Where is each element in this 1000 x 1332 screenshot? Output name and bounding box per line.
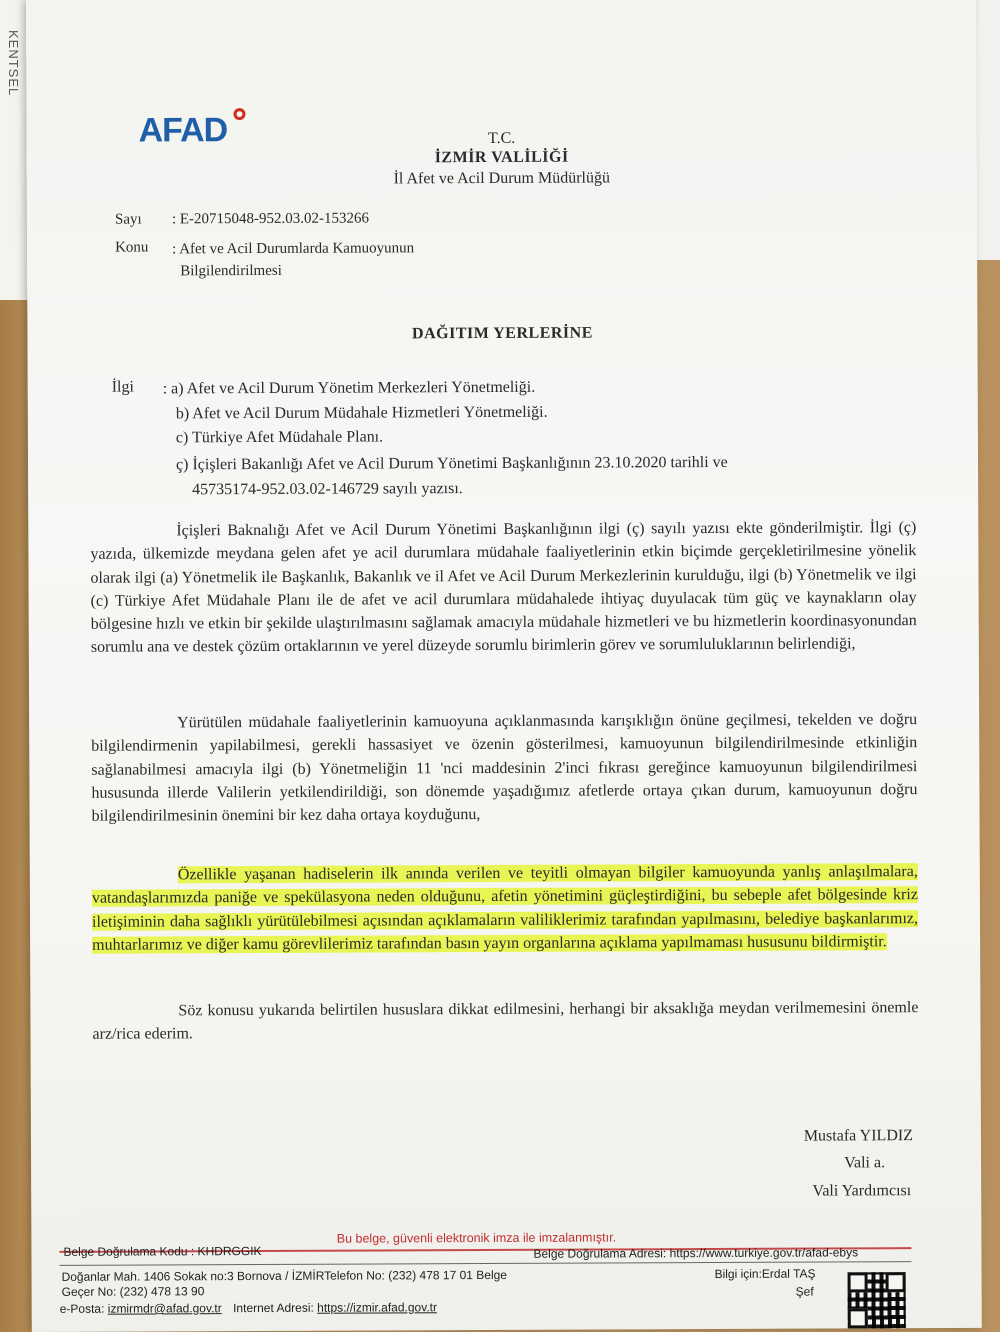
header-institution: İZMİR VALİLİĞİ [434,148,569,167]
ilgi-item-c: c) Türkiye Afet Müdahale Planı. [175,428,384,447]
ilgi-item-d: ç) İçişleri Bakanlığı Afet ve Acil Durum Yönetimi Başkanlığının 23.10.2020 tarihli ve [175,453,728,474]
signature-title-1: Vali a. [844,1154,886,1172]
web-link[interactable]: https://izmir.afad.gov.tr [317,1300,438,1315]
ilgi-item-a: : a) Afet ve Acil Durum Yönetim Merkezleri Yönetmeliği. [162,378,536,398]
footer-address: Doğanlar Mah. 1406 Sokak no:3 Bornova / İZMİRTelefon No: (232) 478 17 01 Belge [61,1267,507,1284]
logo-mark-icon [233,108,245,120]
email-label: e-Posta: [59,1301,105,1316]
verify-code: Belge Doğrulama Kodu : KHDRGGIK [63,1243,262,1259]
email-link[interactable]: izmirmdr@afad.gov.tr [107,1301,222,1316]
signature-title-2: Vali Yardımcısı [812,1182,912,1200]
body-paragraph-3-highlighted [92,860,918,957]
konu-label: Konu [115,239,149,256]
verify-address: Belge Doğrulama Adresi: https://www.turkiye.gov.tr/afad-ebys [533,1245,859,1261]
recipient-heading: DAĞITIM YERLERİNE [412,324,593,343]
esign-notice: Bu belge, güvenli elektronik imza ile imzalanmıştır. [336,1230,617,1246]
header-tc: T.C. [487,129,516,147]
qr-finder-icon [848,1272,868,1292]
footer-contact: Bilgi için:Erdal TAŞ [714,1266,816,1282]
ilgi-item-b: b) Afet ve Acil Durum Müdahale Hizmetleri Yönetmeliği. [175,403,548,423]
body-paragraph-1: İçişleri Baknalığı Afet ve Acil Durum Yönetimi Başkanlığının ilgi (ç) sayılı yazısı ekte gönderilmiştir. İlgi (ç) yazıda, ülkemizde meydana gelen afet ye acil durumlara müdahale faaliyetlerinin etkin biçimde gerçekletirilmesine yönelik olarak ilgi (a) Yönetmelik ile Başkanlık, Bakanlık ve il Afet ve Acil Durum Merkezlerinin kurulduğu, ilgi (b) Yönetmelik ve ilgi (c) Türkiye Afet Müdahale Planı ile de afet ve acil durumlara müdahalede ihtiyaç duyulacak tüm güç ve kaynakların olay bölgesine hızlı ve etkin bir şekilde ulaştırılmasını sağlamak amacıyla müdahale hizmetleri ve bu hizmetlerin koordinasyonundan sorumlu ana ve destek çözüm ortaklarının ve yerel düzeyde sorumlu birimlerin görev ve sorumluluklarının belirlendiği, [90,519,917,657]
sayi-value: : E-20715048-952.03.02-153266 [171,210,370,228]
highlighted-text: Özellikle yaşanan hadiselerin ilk anında verilen ve teyitli olmayan bilgiler kamuoyunda yanlış anlaşılmalara, vatandaşlarımızda paniğe ve spekülasyona neden olduğunu, afetin yönetimini güçleştirdiğini, bu sebeple afet bölgesinde kriz iletişiminin daha sağlıklı yürütülebilmesi açısından açıklamaların valiliklerimiz tarafından yapılmasını, belediye başkanlarımız, muhtarlarımız ve diğer kamu görevlilerimiz tarafından basın yayın organlarına açıklama yapılmaması hususunu bildirmiştir. [91,863,919,954]
footer-fax: Geçer No: (232) 478 13 90 [61,1284,205,1299]
qr-finder-icon [886,1272,906,1292]
signature-name: Mustafa YILDIZ [803,1127,914,1145]
footer-email [60,1300,437,1316]
web-label: Internet Adresi: [233,1300,314,1316]
qr-code-icon [848,1272,906,1328]
body-paragraph-4: Söz konusu yukarıda belirtilen hususlara dikkat edilmesini, herhangi bir aksaklığa meydan verilmemesini önemle arz/rica ederim. [92,999,919,1044]
underlying-sheet-text: KENTSEL [6,30,21,97]
logo-text: AFAD [138,111,228,150]
body-paragraph-2: Yürütülen müdahale faaliyetlerinin kamuoyuna açıklanmasında karışıklığın önüne geçilmesi, tekelden ve doğru bilgilendirmenin yapilabilmesi, gerekli hassasiyet ve özenin gösterilmesi, kamuoyunun bilgilendirilmesinde etkinliğin sağlanabilmesi amacıyla ilgi (b) Yönetmeliğin 11 'nci maddesinin 2'inci fıkrası gereğince kamuoyunun bilgilendirilmesi hususunda illerde Valilerin yetkilendirildiği, son dönemde yaşadığımız afetlerde ortaya çıkan durum, kamuoyunun doğru bilgilendirilmesinin önemini bir kez daha ortaya koyduğunu, [91,711,918,825]
footer-contact-title: Şef [795,1284,814,1299]
sayi-label: Sayı [114,211,142,228]
document-page [26,0,982,1332]
konu-value-line1: : Afet ve Acil Durumlarda Kamuoyunun [172,240,415,258]
header-department: İl Afet ve Acil Durum Müdürlüğü [393,169,611,188]
ilgi-item-d-cont: 45735174-952.03.02-146729 sayılı yazısı. [192,480,463,499]
qr-finder-icon [848,1308,868,1328]
ilgi-label: İlgi [111,378,134,396]
footer-gray-rule [60,1261,912,1266]
konu-value-line2: Bilgilendirilmesi [180,262,282,280]
